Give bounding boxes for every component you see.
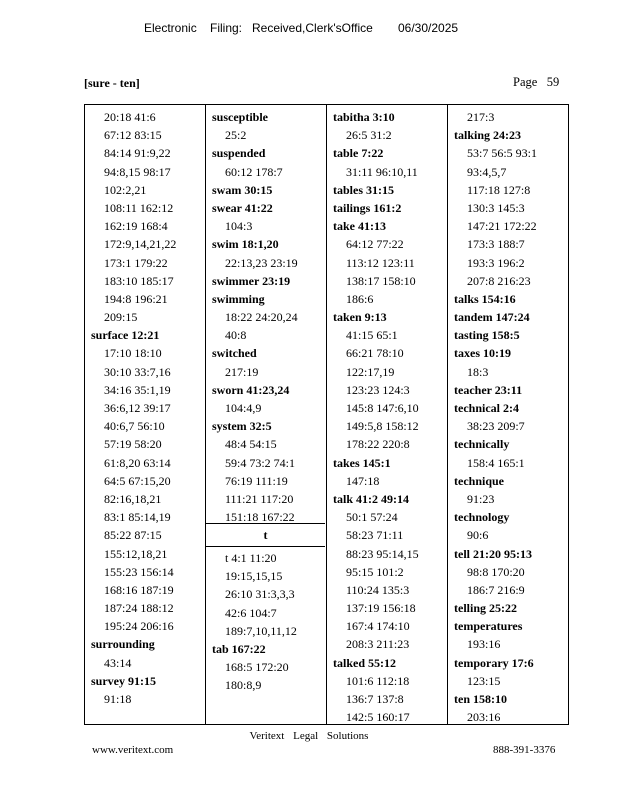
index-page-refs: 91:18 <box>104 692 132 706</box>
footer-company: Veritext Legal Solutions <box>249 730 369 742</box>
index-page-refs: 130:3 145:3 <box>467 200 525 215</box>
index-page-refs: 43:14 <box>104 655 132 670</box>
index-page-refs: t 4:1 11:20 <box>225 551 277 565</box>
index-term: surrounding <box>91 637 155 652</box>
index-page-refs: 123:15 <box>467 673 501 688</box>
index-page-refs: 145:8 147:6,10 <box>346 401 419 415</box>
index-page-refs: 162:19 168:4 <box>104 219 168 234</box>
index-page-refs: 40:6,7 56:10 <box>104 419 165 434</box>
index-page-refs: 93:4,5,7 <box>467 164 507 179</box>
index-term: swimming <box>212 291 265 306</box>
index-page-refs: 110:24 135:3 <box>346 582 410 597</box>
index-page-refs: 186:7 216:9 <box>467 582 525 597</box>
index-page-refs: 40:8 <box>225 328 247 343</box>
index-term: technique <box>454 473 505 488</box>
index-page-refs: 95:15 101:2 <box>346 564 404 579</box>
index-page-refs: 76:19 111:19 <box>225 473 288 488</box>
index-page-refs: 217:3 <box>467 110 495 124</box>
page-number: 59 <box>546 75 560 89</box>
index-page-refs: 189:7,10,11,12 <box>225 623 297 638</box>
footer-phone: 888-391-3376 <box>493 744 556 756</box>
index-page-refs: 94:8,15 98:17 <box>104 164 171 179</box>
index-page-refs: 123:23 124:3 <box>346 382 410 397</box>
filing-stamp <box>0 21 618 37</box>
filing-label: Filing: <box>210 21 243 35</box>
index-page-refs: 147:21 172:22 <box>467 219 537 234</box>
index-column-3 <box>327 105 448 724</box>
index-column-4 <box>448 105 568 724</box>
index-page-refs: 41:15 65:1 <box>346 328 398 343</box>
index-page-refs: 36:6,12 39:17 <box>104 401 171 415</box>
page-indicator <box>513 75 559 90</box>
index-term: tasting 158:5 <box>454 328 520 343</box>
index-term: system 32:5 <box>212 419 272 434</box>
index-page-refs: 50:1 57:24 <box>346 510 398 525</box>
index-term: survey 91:15 <box>91 673 156 688</box>
index-page-refs: 26:5 31:2 <box>346 128 392 143</box>
index-term: tailings 161:2 <box>333 200 402 215</box>
index-term: take 41:13 <box>333 219 386 234</box>
index-page-refs: 58:23 71:11 <box>346 528 404 543</box>
index-term: sworn 41:23,24 <box>212 382 290 397</box>
index-page-refs: 208:3 211:23 <box>346 637 410 652</box>
index-page-refs: 136:7 137:8 <box>346 692 404 706</box>
index-page-refs: 195:24 206:16 <box>104 619 174 634</box>
index-page-refs: 158:4 165:1 <box>467 455 525 470</box>
index-page-refs: 155:12,18,21 <box>104 546 168 561</box>
index-term: taxes 10:19 <box>454 346 511 361</box>
index-term: tab 167:22 <box>212 641 266 656</box>
index-page-refs: 178:22 220:8 <box>346 437 410 452</box>
page-label: Page <box>513 75 538 89</box>
index-term: swim 18:1,20 <box>212 237 279 252</box>
index-term: taken 9:13 <box>333 310 387 325</box>
index-page-refs: 18:22 24:20,24 <box>225 310 298 325</box>
filing-electronic: Electronic <box>144 21 197 35</box>
index-term: tandem 147:24 <box>454 310 530 325</box>
index-page-refs: 168:5 172:20 <box>225 660 289 675</box>
index-page-refs: 193:16 <box>467 637 501 652</box>
index-page-refs: 88:23 95:14,15 <box>346 546 419 561</box>
index-page-refs: 193:3 196:2 <box>467 255 525 270</box>
index-page-refs: 83:1 85:14,19 <box>104 510 171 525</box>
index-page-refs: 19:15,15,15 <box>225 569 283 584</box>
index-term: swimmer 23:19 <box>212 273 291 288</box>
index-term: surface 12:21 <box>91 328 160 343</box>
index-page-refs: 22:13,23 23:19 <box>225 255 298 270</box>
index-page-refs: 64:12 77:22 <box>346 237 404 252</box>
index-page-refs: 84:14 91:9,22 <box>104 146 171 161</box>
index-page-refs: 149:5,8 158:12 <box>346 419 419 434</box>
index-term: talking 24:23 <box>454 128 522 143</box>
index-term: talk 41:2 49:14 <box>333 491 409 506</box>
index-page-refs: 25:2 <box>225 128 247 143</box>
index-term: talks 154:16 <box>454 291 516 306</box>
index-page-refs: 113:12 123:11 <box>346 255 415 270</box>
index-page-refs: 31:11 96:10,11 <box>346 164 418 179</box>
index-term: swear 41:22 <box>212 200 273 215</box>
index-term: suspended <box>212 146 266 161</box>
index-term: takes 145:1 <box>333 455 391 470</box>
index-term: tabitha 3:10 <box>333 110 395 124</box>
index-term: teacher 23:11 <box>454 382 523 397</box>
index-term: talked 55:12 <box>333 655 396 670</box>
index-page-refs: 20:18 41:6 <box>104 110 156 124</box>
index-page-refs: 67:12 83:15 <box>104 128 162 143</box>
index-column-2 <box>206 105 327 724</box>
index-page-refs: 34:16 35:1,19 <box>104 382 171 397</box>
index-page-refs: 142:5 160:17 <box>346 710 410 725</box>
filing-received: Received,Clerk'sOffice <box>252 21 373 35</box>
index-term: swam 30:15 <box>212 182 273 197</box>
index-page-refs: 18:3 <box>467 364 489 379</box>
index-page-refs: 57:19 58:20 <box>104 437 162 452</box>
index-range: [sure - ten] <box>84 76 140 90</box>
index-page-refs: 61:8,20 63:14 <box>104 455 171 470</box>
index-page-refs: 90:6 <box>467 528 489 543</box>
index-term: technically <box>454 437 510 452</box>
index-page-refs: 147:18 <box>346 473 380 488</box>
index-page-refs: 167:4 174:10 <box>346 619 410 634</box>
index-page-refs: 108:11 162:12 <box>104 200 174 215</box>
index-page-refs: 53:7 56:5 93:1 <box>467 146 538 161</box>
index-page-refs: 117:18 127:8 <box>467 182 531 197</box>
index-page-refs: 38:23 209:7 <box>467 419 525 434</box>
index-page-refs: 82:16,18,21 <box>104 491 162 506</box>
index-page-refs: 17:10 18:10 <box>104 346 162 361</box>
index-term: table 7:22 <box>333 146 384 161</box>
index-term: ten 158:10 <box>454 692 507 706</box>
index-term: telling 25:22 <box>454 601 517 616</box>
index-term: temporary 17:6 <box>454 655 534 670</box>
index-term: temperatures <box>454 619 523 634</box>
index-page-refs: 203:16 <box>467 710 501 725</box>
index-page-refs: 101:6 112:18 <box>346 673 410 688</box>
footer-website: www.veritext.com <box>92 744 174 756</box>
index-page-refs: 187:24 188:12 <box>104 601 174 616</box>
index-page-refs: 180:8,9 <box>225 678 262 693</box>
index-page-refs: 104:4,9 <box>225 401 262 415</box>
word-index-grid <box>84 104 569 725</box>
index-column-1 <box>85 105 206 724</box>
index-page-refs: 183:10 185:17 <box>104 273 174 288</box>
index-page-refs: 48:4 54:15 <box>225 437 277 452</box>
section-letter-header: t <box>206 523 325 547</box>
index-term: tables 31:15 <box>333 182 394 197</box>
index-page-refs: 155:23 156:14 <box>104 564 174 579</box>
index-page-refs: 122:17,19 <box>346 364 395 379</box>
index-page-refs: 60:12 178:7 <box>225 164 283 179</box>
index-page-refs: 172:9,14,21,22 <box>104 237 177 252</box>
index-page-refs: 85:22 87:15 <box>104 528 162 543</box>
index-page-refs: 111:21 117:20 <box>225 491 294 506</box>
index-page-refs: 30:10 33:7,16 <box>104 364 171 379</box>
index-page-refs: 59:4 73:2 74:1 <box>225 455 296 470</box>
index-page-refs: 64:5 67:15,20 <box>104 473 171 488</box>
index-page-refs: 98:8 170:20 <box>467 564 525 579</box>
index-page-refs: 102:2,21 <box>104 182 147 197</box>
index-page-refs: 42:6 104:7 <box>225 605 277 620</box>
index-page-refs: 151:18 167:22 <box>225 510 295 525</box>
index-page-refs: 104:3 <box>225 219 253 234</box>
index-term: susceptible <box>212 110 269 124</box>
index-page-refs: 138:17 158:10 <box>346 273 416 288</box>
filing-date: 06/30/2025 <box>398 21 459 35</box>
index-page-refs: 173:1 179:22 <box>104 255 168 270</box>
index-page-refs: 207:8 216:23 <box>467 273 531 288</box>
index-page-refs: 137:19 156:18 <box>346 601 416 616</box>
index-term: switched <box>212 346 257 361</box>
index-page-refs: 66:21 78:10 <box>346 346 404 361</box>
index-page-refs: 209:15 <box>104 310 138 325</box>
index-page-refs: 194:8 196:21 <box>104 291 168 306</box>
index-page-refs: 91:23 <box>467 491 495 506</box>
index-page-refs: 217:19 <box>225 364 259 379</box>
index-page-refs: 186:6 <box>346 291 374 306</box>
index-term: tell 21:20 95:13 <box>454 546 532 561</box>
index-page-refs: 26:10 31:3,3,3 <box>225 587 295 602</box>
index-term: technology <box>454 510 510 525</box>
index-page-refs: 168:16 187:19 <box>104 582 174 597</box>
index-term: technical 2:4 <box>454 401 519 415</box>
index-page-refs: 173:3 188:7 <box>467 237 525 252</box>
